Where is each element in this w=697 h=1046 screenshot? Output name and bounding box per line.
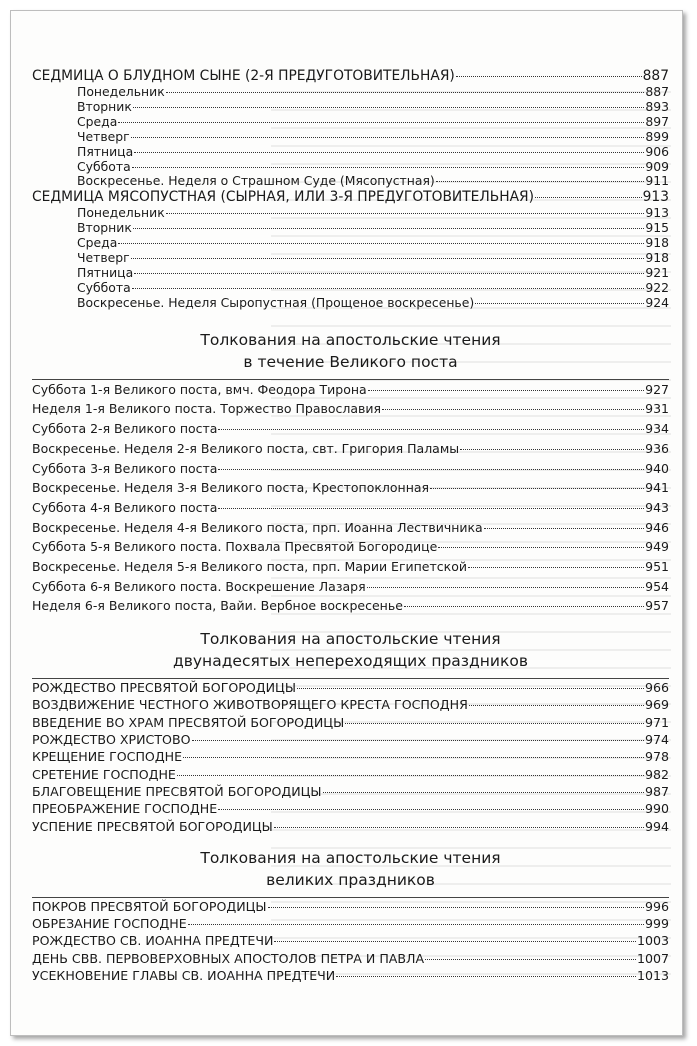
entry-title: Суббота 5-я Великого поста. Похвала Пресвятой Богородице [32,539,438,555]
entry-title: Воскресенье. Неделя 3-я Великого поста, Крестопоклонная [32,480,430,496]
entry-title: СРЕТЕНИЕ ГОСПОДНЕ [32,766,176,782]
page-number: 969 [644,697,669,713]
page-number: 915 [645,220,669,236]
dot-leader [436,181,645,182]
toc-entry[interactable] [32,115,669,130]
page-number: 927 [645,381,669,397]
page-number: 974 [644,732,669,748]
section-heading: великих праздников [266,870,435,889]
dot-leader [535,197,642,198]
toc-entry[interactable] [32,537,669,557]
section-heading: двунадесятых непереходящих праздников [173,652,528,671]
toc-entry[interactable] [32,145,669,160]
toc-entry[interactable] [32,399,669,419]
page-number: 954 [645,578,669,594]
dot-leader [188,924,644,925]
toc-entry[interactable] [32,266,669,281]
dot-leader [475,303,644,304]
toc-entry[interactable] [32,518,669,538]
dot-leader [218,809,644,810]
entry-title: КРЕЩЕНИЕ ГОСПОДНЕ [32,749,183,765]
page-number: 893 [645,98,669,114]
section-heading: Толкования на апостольские чтения [200,330,501,349]
dot-leader [218,469,644,470]
dot-leader [456,76,642,77]
toc-entry[interactable] [32,766,669,783]
entry-title: Понедельник [77,84,165,99]
page-number: 990 [644,801,669,817]
entry-title: Вторник [77,220,132,236]
page-number: 913 [642,189,669,206]
toc-entry[interactable] [32,731,669,748]
dot-leader [218,429,644,430]
page-number: 906 [645,143,669,159]
page-number: 1007 [636,950,669,966]
entry-title: Среда [77,113,118,129]
dot-leader [132,288,645,289]
page-number: 936 [645,440,669,456]
entry-title: УСЕКНОВЕНИЕ ГЛАВЫ СВ. ИОАННА ПРЕДТЕЧИ [32,967,336,983]
toc-entry[interactable] [32,498,669,518]
toc-entry[interactable] [32,281,669,296]
table-of-contents [32,68,669,984]
entry-title: Воскресенье. Неделя о Страшном Суде (Мясопустная) [77,173,435,189]
dot-leader [367,587,645,588]
dot-leader [274,941,636,942]
toc-entry[interactable] [32,439,669,459]
page-number: 922 [645,279,669,295]
page-number: 949 [645,539,669,555]
page-number: 934 [645,421,669,437]
toc-entry[interactable] [32,296,669,311]
page-number: 987 [644,783,669,799]
dot-leader [274,827,644,828]
dot-leader [166,213,645,214]
page-number: 1003 [636,933,669,949]
dot-leader [430,488,644,489]
toc-entry[interactable] [32,251,669,266]
page-number: 971 [644,714,669,730]
toc-entry[interactable] [32,577,669,597]
toc-entry[interactable] [32,419,669,439]
entry-title: Суббота 6-я Великого поста. Воскрешение Лазаря [32,578,366,594]
dot-leader [133,107,645,108]
dot-leader [166,92,645,93]
section-heading: в течение Великого поста [243,352,458,371]
page-number: 913 [645,205,669,221]
page-number: 911 [645,173,669,189]
entry-title: УСПЕНИЕ ПРЕСВЯТОЙ БОГОРОДИЦЫ [32,818,273,834]
page-number: 1013 [636,967,669,983]
dot-leader [134,273,644,274]
page-number: 887 [645,84,669,99]
entry-title: Суббота 3-я Великого поста [32,460,218,476]
entry-title: Пятница [77,143,134,159]
page-number: 909 [645,158,669,174]
entry-title: ПОКРОВ ПРЕСВЯТОЙ БОГОРОДИЦЫ [32,898,267,914]
entry-title: Вторник [77,98,132,114]
toc-entry[interactable] [32,679,669,696]
entry-title: ПРЕОБРАЖЕНИЕ ГОСПОДНЕ [32,801,218,817]
dot-leader [484,528,644,529]
toc-entry[interactable] [32,380,669,400]
dot-leader [368,390,644,391]
toc-entry[interactable] [32,236,669,251]
toc-entry[interactable] [32,898,669,915]
page-number: 918 [645,250,669,266]
dot-leader [425,959,636,960]
toc-entry[interactable] [32,818,669,835]
entry-title: Четверг [77,128,130,144]
entry-title: Воскресенье. Неделя 4-я Великого поста, прп. Иоанна Лествичника [32,519,483,535]
week-heading[interactable] [32,68,669,85]
entry-title: Воскресенье. Неделя 5-я Великого поста, прп. Марии Египетской [32,559,467,575]
entry-title: Среда [77,235,118,251]
page-number: 946 [645,519,669,535]
toc-entry[interactable] [32,459,669,479]
entry-title: Неделя 6-я Великого поста, Вайи. Вербное воскресенье [32,598,403,614]
dot-leader [177,775,644,776]
entry-title: СЕДМИЦА О БЛУДНОМ СЫНЕ (2-Я ПРЕДУГОТОВИТЕЛЬНАЯ) [32,68,455,84]
dot-leader [345,723,644,724]
week-heading[interactable] [32,189,669,206]
page-number: 978 [644,749,669,765]
page-number: 999 [644,916,669,932]
entry-title: Четверг [77,250,130,266]
entry-title: РОЖДЕСТВО СВ. ИОАННА ПРЕДТЕЧИ [32,933,274,949]
entry-title: Пятница [77,264,134,280]
toc-entry[interactable] [32,478,669,498]
toc-entry[interactable] [32,596,669,616]
dot-leader [218,508,644,509]
page-number: 887 [642,68,669,84]
dot-leader [382,409,644,410]
dot-leader [297,688,644,689]
page-number: 940 [645,460,669,476]
page-number: 924 [645,294,669,310]
toc-entry[interactable] [32,160,669,175]
dot-leader [118,122,644,123]
page-number: 994 [644,818,669,834]
dot-leader [268,907,644,908]
entry-title: Неделя 1-я Великого поста. Торжество Православия [32,401,382,417]
page-number: 951 [645,559,669,575]
section-heading: Толкования на апостольские чтения [200,630,501,649]
dot-leader [404,606,644,607]
toc-entry[interactable] [32,85,669,100]
entry-title: Суббота [77,279,131,295]
toc-entry[interactable] [32,950,669,967]
entry-title: Суббота 1-я Великого поста, вмч. Феодора Тирона [32,381,367,397]
dot-leader [192,740,644,741]
page-number: 996 [644,898,669,914]
page-number: 921 [645,264,669,280]
page-number: 966 [644,680,669,696]
entry-title: Суббота 4-я Великого поста [32,499,218,515]
entry-title: ОБРЕЗАНИЕ ГОСПОДНЕ [32,916,187,932]
entry-title: РОЖДЕСТВО ПРЕСВЯТОЙ БОГОРОДИЦЫ [32,680,296,696]
toc-entry[interactable] [32,915,669,932]
dot-leader [460,449,644,450]
dot-leader [469,705,644,706]
page-number: 918 [645,235,669,251]
dot-leader [131,137,645,138]
page-number: 957 [645,598,669,614]
entry-title: Понедельник [77,205,165,221]
entry-title: Воскресенье. Неделя Сыропустная (Прощеное воскресенье) [77,294,475,310]
entry-title: ВОЗДВИЖЕНИЕ ЧЕСТНОГО ЖИВОТВОРЯЩЕГО КРЕСТА ГОСПОДНЯ [32,697,468,713]
entry-title: БЛАГОВЕЩЕНИЕ ПРЕСВЯТОЙ БОГОРОДИЦЫ [32,783,322,799]
page-number: 943 [645,499,669,515]
toc-entry[interactable] [32,800,669,817]
entry-title: Воскресенье. Неделя 2-я Великого поста, свт. Григория Паламы [32,440,460,456]
entry-title: ВВЕДЕНИЕ ВО ХРАМ ПРЕСВЯТОЙ БОГОРОДИЦЫ [32,714,345,730]
toc-entry[interactable] [32,932,669,949]
dot-leader [132,167,645,168]
dot-leader [133,228,645,229]
section-heading: Толкования на апостольские чтения [200,848,501,867]
dot-leader [118,243,644,244]
page-number: 931 [645,401,669,417]
dot-leader [336,976,636,977]
entry-title: РОЖДЕСТВО ХРИСТОВО [32,732,191,748]
toc-entry[interactable] [32,967,669,984]
page-number: 897 [645,113,669,129]
toc-entry[interactable] [32,174,669,189]
toc-entry[interactable] [32,130,669,145]
toc-entry[interactable] [32,696,669,713]
page-number: 982 [644,766,669,782]
toc-entry[interactable] [32,783,669,800]
entry-title: СЕДМИЦА МЯСОПУСТНАЯ (СЫРНАЯ, ИЛИ 3-Я ПРЕДУГОТОВИТЕЛЬНАЯ) [32,189,535,206]
dot-leader [438,547,644,548]
page-number: 941 [645,480,669,496]
dot-leader [134,152,644,153]
toc-entry[interactable] [32,100,669,115]
toc-entry[interactable] [32,714,669,731]
page-number: 899 [645,128,669,144]
toc-entry[interactable] [32,748,669,765]
book-page [10,10,683,1036]
toc-entry[interactable] [32,206,669,221]
toc-entry[interactable] [32,557,669,577]
entry-title: Суббота [77,158,131,174]
toc-entry[interactable] [32,221,669,236]
dot-leader [183,757,644,758]
dot-leader [468,567,644,568]
entry-title: ДЕНЬ СВВ. ПЕРВОВЕРХОВНЫХ АПОСТОЛОВ ПЕТРА И ПАВЛА [32,950,425,966]
entry-title: Суббота 2-я Великого поста [32,421,218,437]
dot-leader [131,258,645,259]
dot-leader [323,792,644,793]
